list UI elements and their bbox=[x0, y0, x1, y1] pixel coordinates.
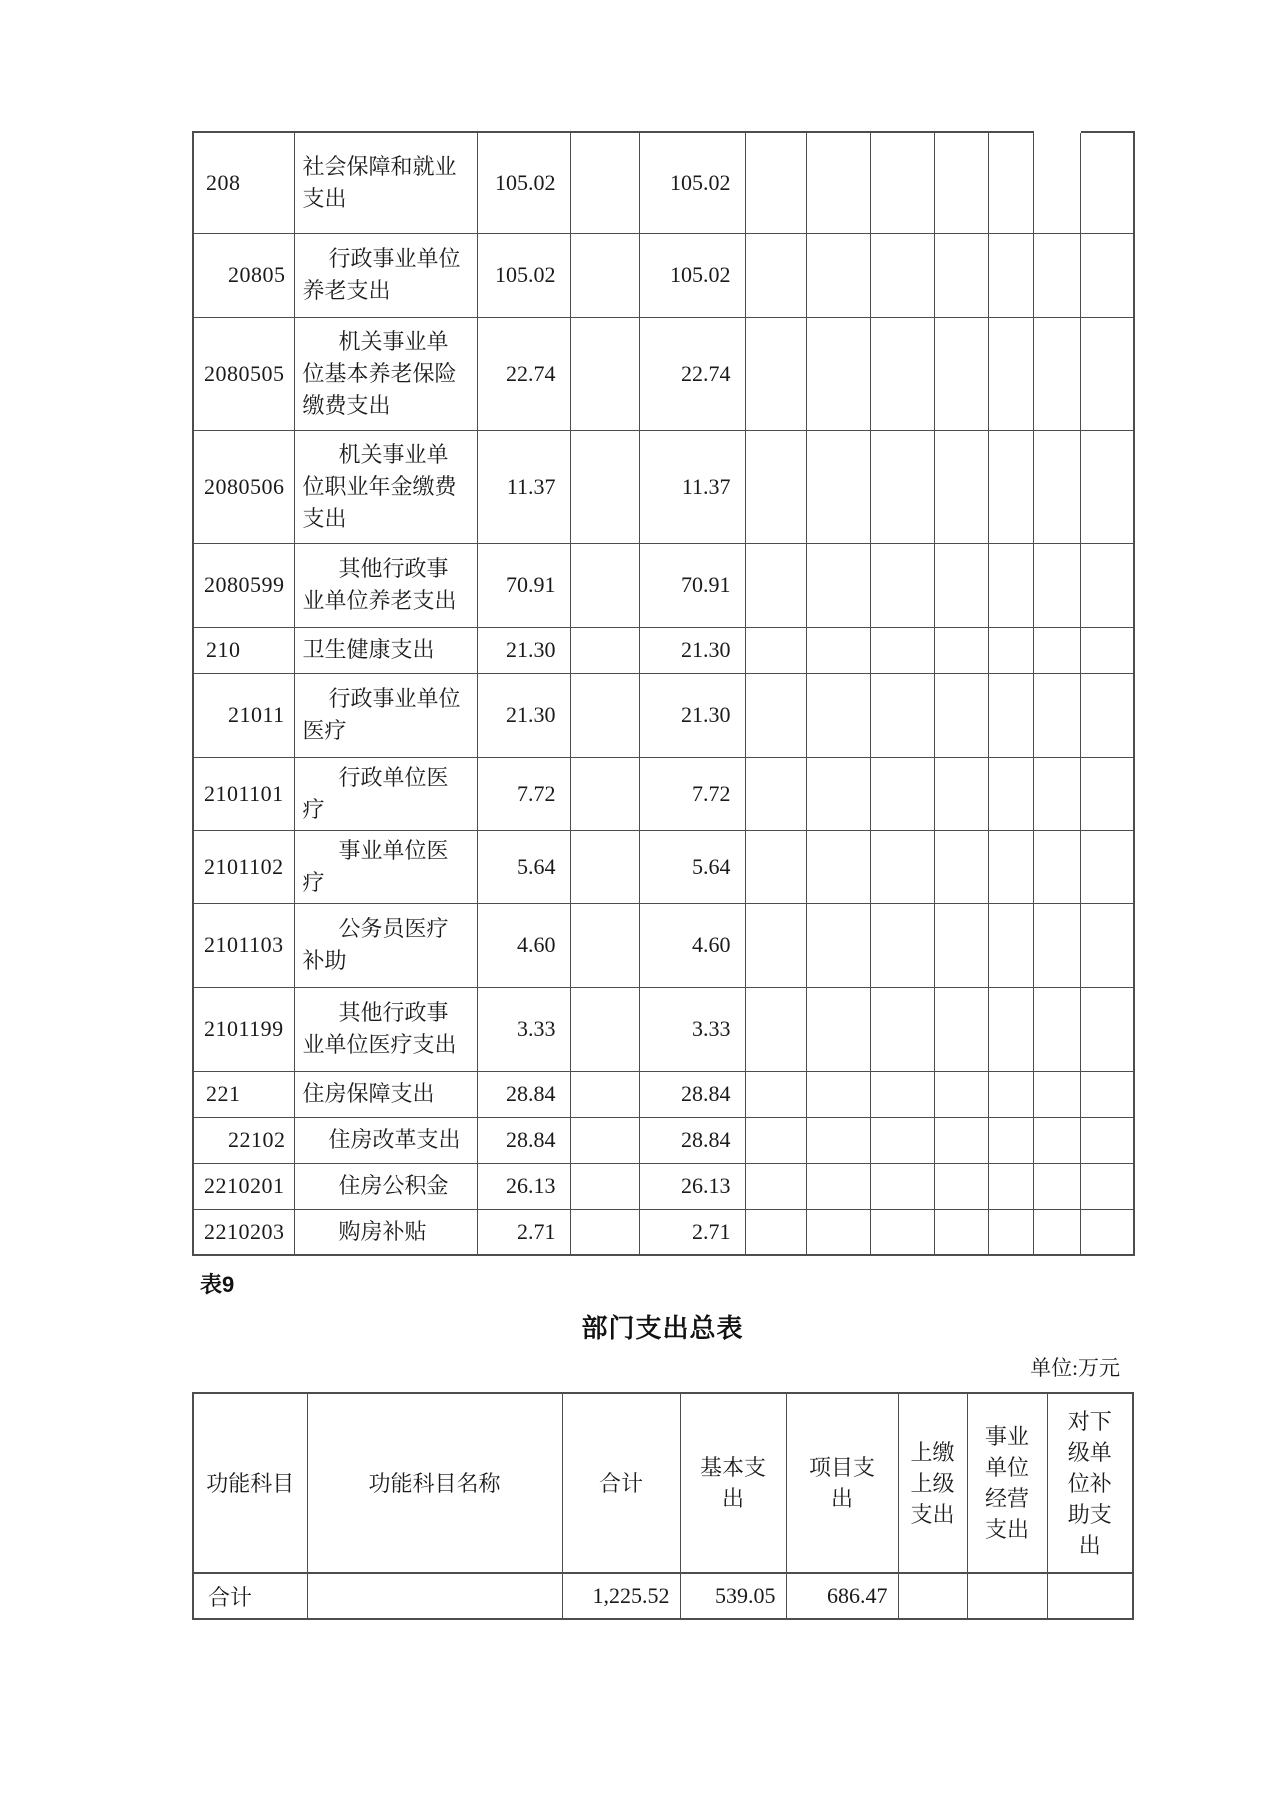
cell-name: 机关事业单位基本养老保险缴费支出 bbox=[294, 317, 477, 430]
empty-cell bbox=[1047, 1573, 1133, 1619]
empty-cell bbox=[806, 1117, 870, 1163]
empty-cell bbox=[870, 543, 934, 627]
empty-cell bbox=[570, 132, 639, 233]
empty-cell bbox=[988, 543, 1033, 627]
empty-cell bbox=[1033, 987, 1080, 1071]
empty-cell bbox=[806, 132, 870, 233]
header-cell-paid-to-superior: 上缴上级支出 bbox=[898, 1393, 967, 1573]
empty-cell bbox=[745, 430, 806, 543]
empty-cell bbox=[988, 627, 1033, 673]
empty-cell bbox=[806, 1209, 870, 1255]
cell-value: 3.33 bbox=[477, 987, 570, 1071]
cell-value: 5.64 bbox=[639, 830, 745, 903]
empty-cell bbox=[967, 1573, 1047, 1619]
empty-cell bbox=[745, 1163, 806, 1209]
cell-value: 26.13 bbox=[477, 1163, 570, 1209]
empty-cell bbox=[870, 1071, 934, 1117]
empty-cell bbox=[745, 1117, 806, 1163]
cell-name: 其他行政事业单位医疗支出 bbox=[294, 987, 477, 1071]
empty-cell bbox=[1080, 757, 1134, 830]
table-row bbox=[193, 233, 1134, 317]
empty-cell bbox=[745, 757, 806, 830]
empty-cell bbox=[934, 1209, 988, 1255]
empty-cell bbox=[806, 1163, 870, 1209]
header-cell-basic: 基本支出 bbox=[680, 1393, 786, 1573]
cell-value: 105.02 bbox=[477, 233, 570, 317]
empty-cell bbox=[988, 673, 1033, 757]
empty-cell bbox=[1080, 1071, 1134, 1117]
empty-cell bbox=[1033, 1163, 1080, 1209]
table-row bbox=[193, 1163, 1134, 1209]
header-cell-project: 项目支出 bbox=[786, 1393, 898, 1573]
empty-cell bbox=[934, 132, 988, 233]
empty-cell bbox=[988, 1117, 1033, 1163]
unit-label: 单位:万元 bbox=[1030, 1356, 1120, 1380]
empty-cell bbox=[745, 673, 806, 757]
page-title: 部门支出总表 bbox=[581, 1313, 744, 1343]
empty-cell bbox=[988, 830, 1033, 903]
table-row bbox=[193, 543, 1134, 627]
empty-cell bbox=[1033, 673, 1080, 757]
empty-cell bbox=[570, 627, 639, 673]
empty-cell bbox=[1033, 233, 1080, 317]
empty-cell bbox=[1080, 233, 1134, 317]
empty-cell bbox=[745, 543, 806, 627]
cell-value: 4.60 bbox=[477, 903, 570, 987]
cell-code: 2210201 bbox=[193, 1163, 294, 1209]
empty-cell bbox=[1080, 830, 1134, 903]
table-row bbox=[193, 1209, 1134, 1255]
empty-cell bbox=[1080, 1117, 1134, 1163]
empty-cell bbox=[1080, 1163, 1134, 1209]
empty-cell bbox=[570, 757, 639, 830]
cell-code: 2101101 bbox=[193, 757, 294, 830]
table-row bbox=[193, 673, 1134, 757]
cell-name: 行政事业单位养老支出 bbox=[294, 233, 477, 317]
header-cell-function-name: 功能科目名称 bbox=[307, 1393, 562, 1573]
cell-name: 行政单位医疗 bbox=[294, 757, 477, 830]
cell-code: 2101103 bbox=[193, 903, 294, 987]
empty-cell bbox=[307, 1573, 562, 1619]
header-cell-subsidy-to-lower: 对下级单位补助支出 bbox=[1047, 1393, 1133, 1573]
empty-cell bbox=[988, 233, 1033, 317]
empty-cell bbox=[934, 317, 988, 430]
empty-cell bbox=[870, 757, 934, 830]
empty-cell bbox=[1080, 132, 1134, 233]
cell-name: 事业单位医疗 bbox=[294, 830, 477, 903]
empty-cell bbox=[988, 903, 1033, 987]
empty-cell bbox=[1080, 543, 1134, 627]
empty-cell bbox=[1033, 903, 1080, 987]
table-row bbox=[193, 757, 1134, 830]
empty-cell bbox=[898, 1573, 967, 1619]
cell-value: 2.71 bbox=[639, 1209, 745, 1255]
cell-code: 22102 bbox=[193, 1117, 294, 1163]
empty-cell bbox=[934, 673, 988, 757]
empty-cell bbox=[1080, 627, 1134, 673]
empty-cell bbox=[934, 903, 988, 987]
empty-cell bbox=[1033, 1117, 1080, 1163]
cell-code: 2210203 bbox=[193, 1209, 294, 1255]
cell-code: 2101102 bbox=[193, 830, 294, 903]
empty-cell bbox=[1033, 627, 1080, 673]
empty-cell bbox=[570, 673, 639, 757]
empty-cell bbox=[870, 1163, 934, 1209]
empty-cell bbox=[870, 987, 934, 1071]
empty-cell bbox=[806, 987, 870, 1071]
empty-cell bbox=[934, 430, 988, 543]
cell-value: 28.84 bbox=[477, 1071, 570, 1117]
empty-cell bbox=[806, 903, 870, 987]
empty-cell bbox=[870, 430, 934, 543]
cell-value: 22.74 bbox=[639, 317, 745, 430]
cell-code: 21011 bbox=[193, 673, 294, 757]
cell-code: 2080506 bbox=[193, 430, 294, 543]
empty-cell bbox=[988, 1071, 1033, 1117]
empty-cell bbox=[870, 903, 934, 987]
empty-cell bbox=[1033, 1071, 1080, 1117]
cell-value: 70.91 bbox=[477, 543, 570, 627]
empty-cell bbox=[806, 543, 870, 627]
table-row bbox=[193, 987, 1134, 1071]
cell-name: 住房改革支出 bbox=[294, 1117, 477, 1163]
table-row bbox=[193, 1071, 1134, 1117]
cell-value: 105.02 bbox=[639, 132, 745, 233]
empty-cell bbox=[1033, 1209, 1080, 1255]
cell-value: 26.13 bbox=[639, 1163, 745, 1209]
empty-cell bbox=[934, 233, 988, 317]
empty-cell bbox=[1080, 987, 1134, 1071]
cell-code: 210 bbox=[193, 627, 294, 673]
cell-value: 22.74 bbox=[477, 317, 570, 430]
empty-cell bbox=[1033, 830, 1080, 903]
cell-name: 住房公积金 bbox=[294, 1163, 477, 1209]
empty-cell bbox=[934, 627, 988, 673]
empty-cell bbox=[806, 1071, 870, 1117]
empty-cell bbox=[870, 317, 934, 430]
header-cell-function-code: 功能科目 bbox=[193, 1393, 307, 1573]
header-cell-total: 合计 bbox=[562, 1393, 680, 1573]
empty-cell bbox=[988, 132, 1033, 233]
empty-cell bbox=[570, 430, 639, 543]
expenditure-summary-table bbox=[192, 1392, 1134, 1620]
table9-label: 表9 bbox=[200, 1272, 235, 1297]
empty-cell bbox=[570, 987, 639, 1071]
cell-value: 7.72 bbox=[639, 757, 745, 830]
empty-cell bbox=[988, 1209, 1033, 1255]
empty-cell bbox=[870, 1209, 934, 1255]
empty-cell bbox=[806, 233, 870, 317]
empty-cell bbox=[570, 317, 639, 430]
empty-cell bbox=[870, 830, 934, 903]
table-row bbox=[193, 903, 1134, 987]
cell-value: 28.84 bbox=[639, 1117, 745, 1163]
empty-cell bbox=[1033, 430, 1080, 543]
empty-cell bbox=[934, 543, 988, 627]
empty-cell bbox=[1033, 757, 1080, 830]
empty-cell bbox=[806, 830, 870, 903]
basic-value-cell: 539.05 bbox=[680, 1573, 786, 1619]
empty-cell bbox=[934, 987, 988, 1071]
empty-cell bbox=[570, 903, 639, 987]
cell-value: 5.64 bbox=[477, 830, 570, 903]
cell-value: 21.30 bbox=[477, 627, 570, 673]
cell-value: 70.91 bbox=[639, 543, 745, 627]
cell-name: 卫生健康支出 bbox=[294, 627, 477, 673]
empty-cell bbox=[570, 1117, 639, 1163]
empty-cell bbox=[745, 830, 806, 903]
empty-cell bbox=[934, 830, 988, 903]
empty-cell bbox=[806, 673, 870, 757]
empty-cell bbox=[745, 317, 806, 430]
empty-cell bbox=[988, 430, 1033, 543]
cell-name: 住房保障支出 bbox=[294, 1071, 477, 1117]
empty-cell bbox=[988, 987, 1033, 1071]
cell-code: 208 bbox=[193, 132, 294, 233]
header-cell-business-operation: 事业单位经营支出 bbox=[967, 1393, 1047, 1573]
empty-cell bbox=[1033, 317, 1080, 430]
empty-cell bbox=[806, 430, 870, 543]
cell-value: 2.71 bbox=[477, 1209, 570, 1255]
empty-cell bbox=[870, 233, 934, 317]
cell-name: 公务员医疗补助 bbox=[294, 903, 477, 987]
cell-value: 3.33 bbox=[639, 987, 745, 1071]
empty-cell bbox=[806, 627, 870, 673]
cell-name: 机关事业单位职业年金缴费支出 bbox=[294, 430, 477, 543]
empty-cell bbox=[870, 673, 934, 757]
empty-cell bbox=[1080, 317, 1134, 430]
empty-cell bbox=[570, 1071, 639, 1117]
empty-cell bbox=[1033, 132, 1080, 233]
cell-value: 7.72 bbox=[477, 757, 570, 830]
cell-name: 购房补贴 bbox=[294, 1209, 477, 1255]
empty-cell bbox=[806, 317, 870, 430]
table-row bbox=[193, 1117, 1134, 1163]
cell-name: 其他行政事业单位养老支出 bbox=[294, 543, 477, 627]
empty-cell bbox=[934, 757, 988, 830]
total-label-cell: 合计 bbox=[193, 1573, 307, 1619]
table-row bbox=[193, 317, 1134, 430]
empty-cell bbox=[1080, 903, 1134, 987]
cell-value: 21.30 bbox=[477, 673, 570, 757]
empty-cell bbox=[934, 1163, 988, 1209]
empty-cell bbox=[570, 543, 639, 627]
empty-cell bbox=[745, 1071, 806, 1117]
cell-code: 2101199 bbox=[193, 987, 294, 1071]
cell-value: 105.02 bbox=[477, 132, 570, 233]
empty-cell bbox=[988, 757, 1033, 830]
empty-cell bbox=[870, 627, 934, 673]
cell-value: 28.84 bbox=[477, 1117, 570, 1163]
cell-value: 21.30 bbox=[639, 627, 745, 673]
empty-cell bbox=[570, 233, 639, 317]
empty-cell bbox=[870, 1117, 934, 1163]
total-row bbox=[193, 1573, 1133, 1619]
empty-cell bbox=[570, 1163, 639, 1209]
cell-code: 20805 bbox=[193, 233, 294, 317]
cell-value: 28.84 bbox=[639, 1071, 745, 1117]
cell-name: 社会保障和就业支出 bbox=[294, 132, 477, 233]
empty-cell bbox=[934, 1071, 988, 1117]
empty-cell bbox=[745, 627, 806, 673]
cell-code: 2080599 bbox=[193, 543, 294, 627]
empty-cell bbox=[1033, 543, 1080, 627]
empty-cell bbox=[934, 1117, 988, 1163]
cell-value: 11.37 bbox=[477, 430, 570, 543]
empty-cell bbox=[988, 317, 1033, 430]
empty-cell bbox=[1080, 673, 1134, 757]
empty-cell bbox=[988, 1163, 1033, 1209]
empty-cell bbox=[806, 757, 870, 830]
empty-cell bbox=[745, 233, 806, 317]
cell-name: 行政事业单位医疗 bbox=[294, 673, 477, 757]
empty-cell bbox=[570, 830, 639, 903]
empty-cell bbox=[745, 903, 806, 987]
cell-code: 221 bbox=[193, 1071, 294, 1117]
cell-code: 2080505 bbox=[193, 317, 294, 430]
header-row bbox=[193, 1393, 1133, 1573]
cell-value: 4.60 bbox=[639, 903, 745, 987]
empty-cell bbox=[745, 987, 806, 1071]
cell-value: 105.02 bbox=[639, 233, 745, 317]
total-value-cell: 1,225.52 bbox=[562, 1573, 680, 1619]
table-row bbox=[193, 830, 1134, 903]
budget-continuation-table bbox=[192, 131, 1135, 1256]
table-row bbox=[193, 430, 1134, 543]
empty-cell bbox=[870, 132, 934, 233]
project-value-cell: 686.47 bbox=[786, 1573, 898, 1619]
empty-cell bbox=[745, 1209, 806, 1255]
cell-value: 11.37 bbox=[639, 430, 745, 543]
empty-cell bbox=[745, 132, 806, 233]
table-row bbox=[193, 132, 1134, 233]
empty-cell bbox=[570, 1209, 639, 1255]
empty-cell bbox=[1080, 430, 1134, 543]
empty-cell bbox=[1080, 1209, 1134, 1255]
cell-value: 21.30 bbox=[639, 673, 745, 757]
table-row bbox=[193, 627, 1134, 673]
